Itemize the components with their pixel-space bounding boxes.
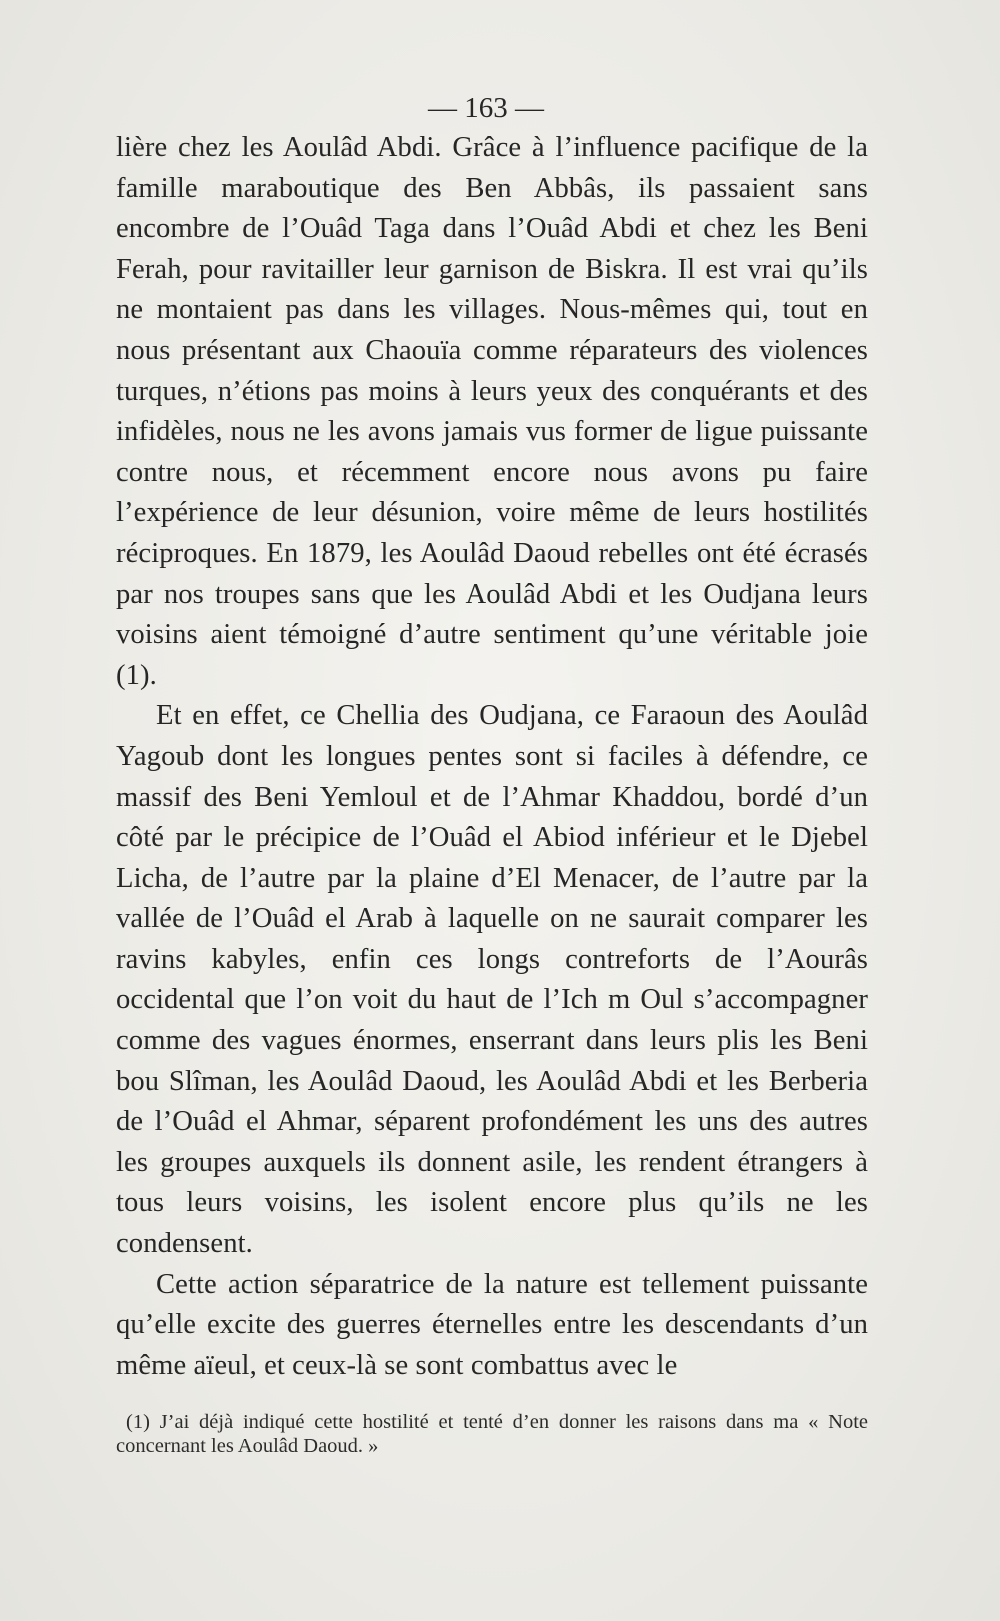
paragraph-continuation: lière chez les Aoulâd Abdi. Grâce à l’influence pacifique de la famille maraboutique des Ben Abbâs, ils passaient sans encombre de l’Ouâd Taga dans l’Ouâd Abdi et chez les Beni Ferah, pour ravitailler leur garnison de Biskra. Il est vrai qu’ils ne montaient pas dans les villages. Nous-mêmes qui, tout en nous présentant aux Chaouïa comme réparateurs des violences turques, n’étions pas moins à leurs yeux des conquérants et des infidèles, nous ne les avons jamais vus former de ligue puissante contre nous, et récemment encore nous avons pu faire l’expérience de leur désunion, voire même de leurs hostilités réciproques. En 1879, les Aoulâd Daoud rebelles ont été écrasés par nos troupes sans que les Aoulâd Abdi et les Oudjana leurs voisins aient témoigné d’autre sentiment qu’une véritable joie (1). (116, 132, 868, 691)
page-number: — 163 — (428, 92, 544, 124)
page-content (116, 88, 868, 1458)
paragraph-et-en-effet: Et en effet, ce Chellia des Oudjana, ce Faraoun des Aoulâd Yagoub dont les longues pentes sont si faciles à défendre, ce massif des Beni Yemloul et de l’Ahmar Khaddou, bordé d’un côté par le précipice de l’Ouâd el Abiod inférieur et le Djebel Licha, de l’autre par la plaine d’El Menacer, de l’autre par la vallée de l’Ouâd el Arab à laquelle on ne saurait comparer les ravins kabyles, enfin ces longs contreforts de l’Aourâs occidental que l’on voit du haut de l’Ich m Oul s’accompagner comme des vagues énormes, enserrant dans leurs plis les Beni bou Slîman, les Aoulâd Daoud, les Aoulâd Abdi et les Berberia de l’Ouâd el Ahmar, séparent profondément les uns des autres les groupes auxquels ils donnent asile, les rendent étrangers à tous leurs voisins, les isolent encore plus qu’ils ne les condensent. (116, 700, 868, 1260)
paragraph-cette-action: Cette action séparatrice de la nature est tellement puissante qu’elle excite des guerres éternelles entre les descendants d’un même aïeul, et ceux-là se sont combattus avec le (116, 1268, 868, 1381)
footnote-1: (1) J’ai déjà indiqué cette hostilité et tenté d’en donner les raisons dans ma « Note concernant les Aoulâd Daoud. » (116, 1411, 868, 1458)
body-text (116, 128, 868, 1386)
footnotes (116, 1410, 868, 1458)
